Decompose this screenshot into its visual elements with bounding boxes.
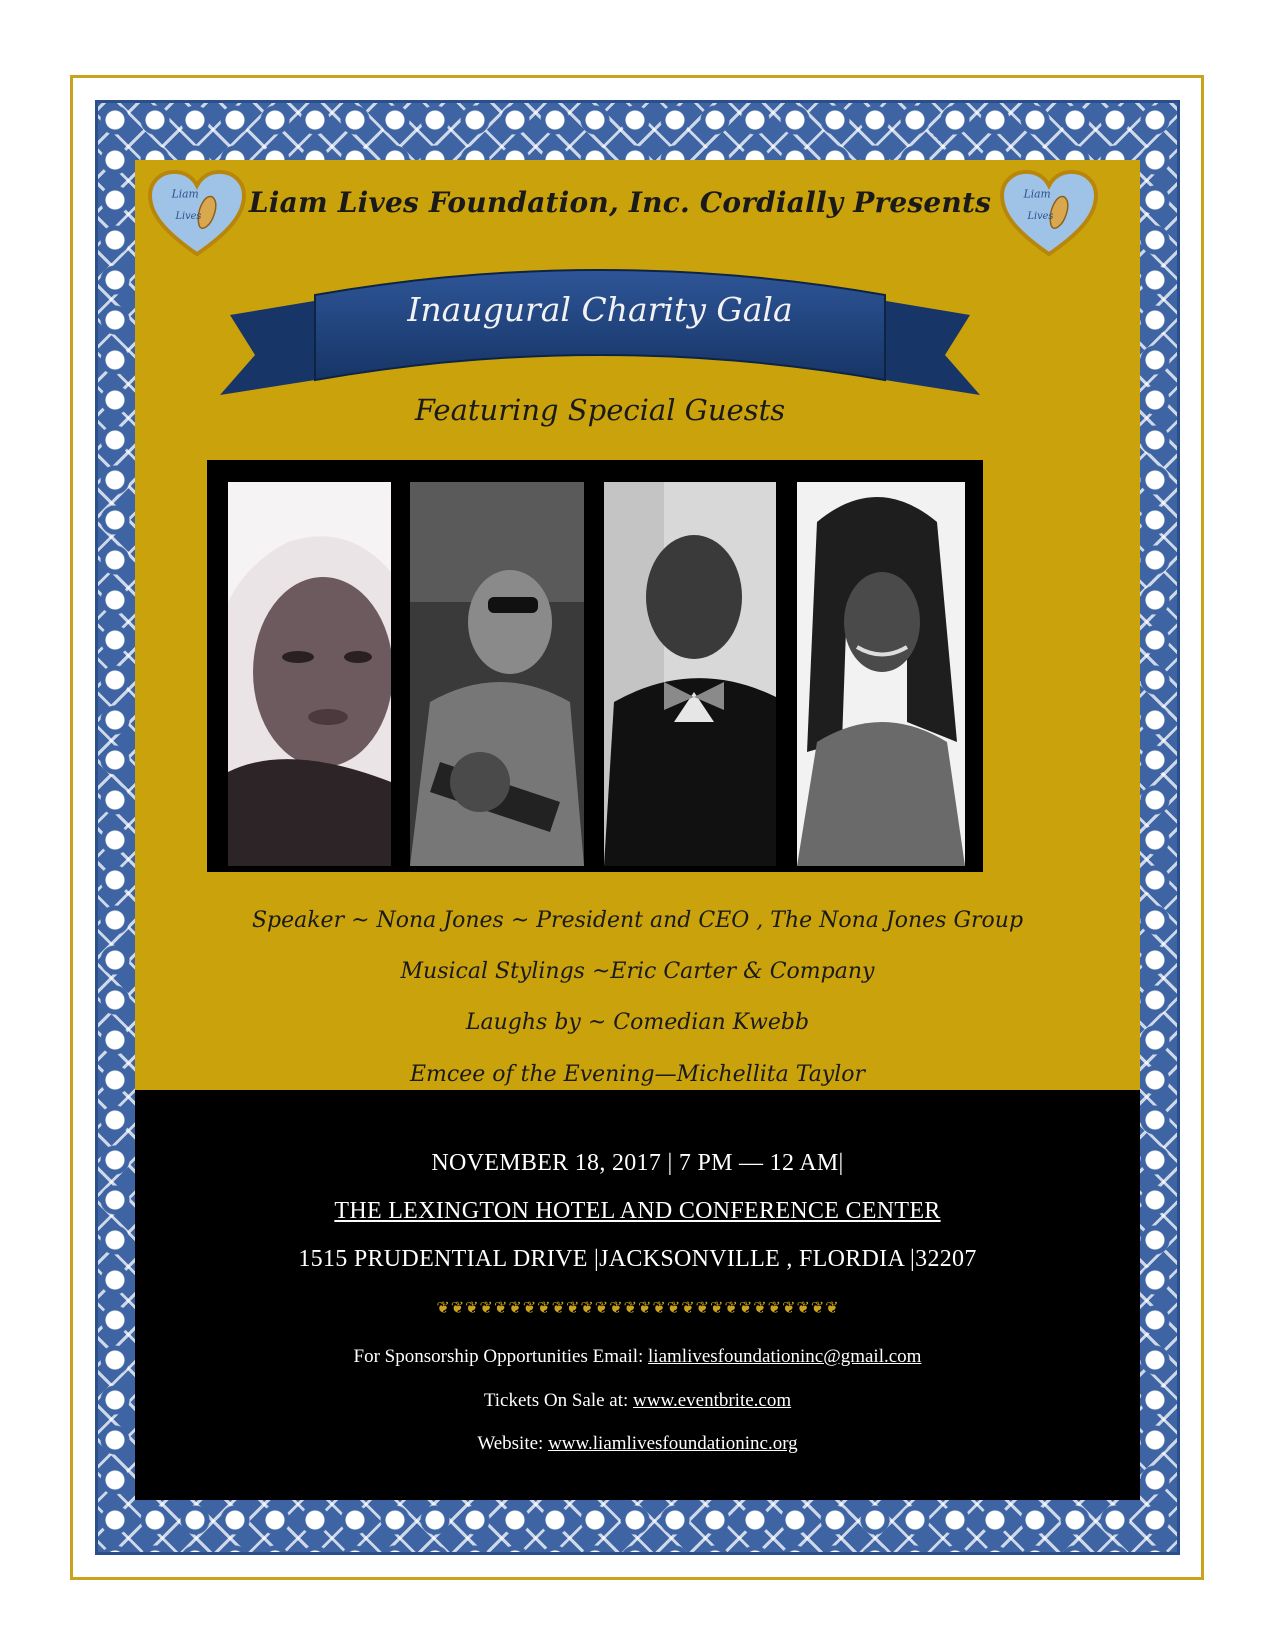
tickets-link[interactable]: www.eventbrite.com bbox=[633, 1390, 792, 1411]
event-venue: THE LEXINGTON HOTEL AND CONFERENCE CENTER bbox=[334, 1198, 941, 1224]
sponsorship-email-link[interactable]: liamlivesfoundationinc@gmail.com bbox=[648, 1346, 922, 1367]
photo-kwebb bbox=[604, 482, 776, 866]
photo-michellita-taylor bbox=[797, 482, 965, 866]
website-line bbox=[150, 1433, 1125, 1455]
event-title: Inaugural Charity Gala bbox=[407, 290, 793, 329]
svg-text:Liam: Liam bbox=[1023, 187, 1051, 201]
featuring-subtitle: Featuring Special Guests bbox=[414, 393, 786, 427]
guest-comedian: Laughs by ~ Comedian Kwebb bbox=[465, 1010, 810, 1035]
sponsorship-label: For Sponsorship Opportunities Email: bbox=[353, 1346, 649, 1367]
event-address: 1515 PRUDENTIAL DRIVE |JACKSONVILLE , FLORDIA |32207 bbox=[298, 1246, 977, 1272]
guest-emcee: Emcee of the Evening—Michellita Taylor bbox=[409, 1062, 866, 1087]
heart-logo-left bbox=[148, 170, 246, 258]
svg-text:Lives: Lives bbox=[175, 210, 202, 222]
heart-logo-right bbox=[1000, 170, 1098, 258]
website-label: Website: bbox=[477, 1433, 549, 1454]
event-datetime: NOVEMBER 18, 2017 | 7 PM — 12 AM| bbox=[431, 1150, 844, 1176]
svg-text:Liam: Liam bbox=[171, 187, 199, 201]
photo-nona-jones bbox=[228, 482, 391, 866]
presenter-heading: Liam Lives Foundation, Inc. Cordially Presents bbox=[248, 186, 992, 219]
tickets-label: Tickets On Sale at: bbox=[483, 1390, 634, 1411]
website-link[interactable]: www.liamlivesfoundationinc.org bbox=[548, 1433, 798, 1454]
sponsorship-line bbox=[150, 1346, 1125, 1368]
guest-speaker: Speaker ~ Nona Jones ~ President and CEO , The Nona Jones Group bbox=[251, 908, 1024, 933]
tickets-line bbox=[150, 1390, 1125, 1412]
svg-text:Lives: Lives bbox=[1027, 210, 1054, 222]
photo-eric-carter bbox=[410, 482, 584, 866]
ornament-divider: ❦❦❦❦❦❦❦❦❦❦❦❦❦❦❦❦❦❦❦❦❦❦❦❦❦❦❦❦ bbox=[436, 1298, 840, 1317]
guest-music: Musical Stylings ~Eric Carter & Company bbox=[400, 959, 875, 984]
